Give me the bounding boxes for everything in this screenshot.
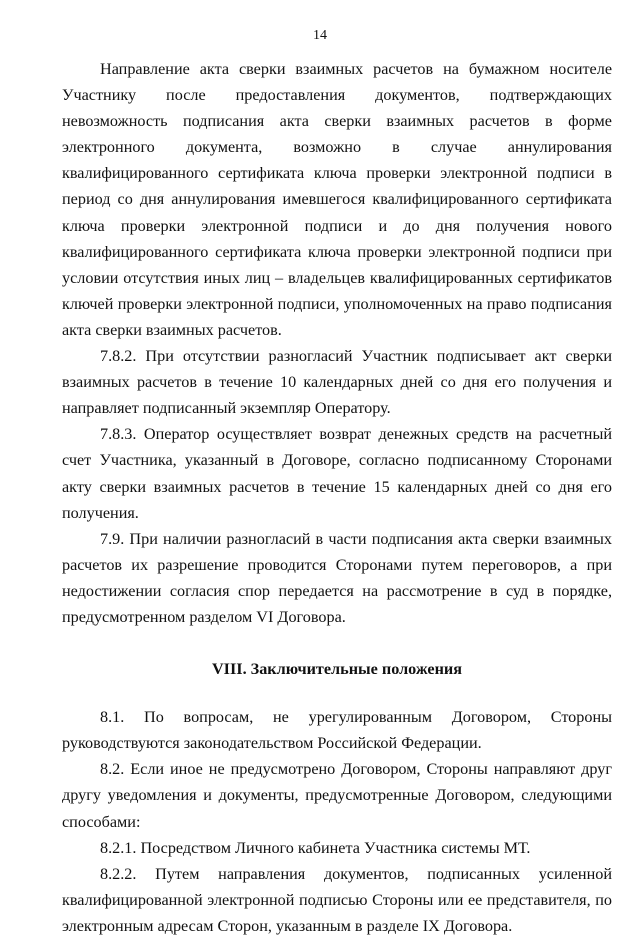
paragraph-8-1: 8.1. По вопросам, не урегулированным Договором, Стороны руководствуются законодательством Российской Федерации. xyxy=(62,708,612,753)
paragraph-signing-paper-act: Направление акта сверки взаимных расчетов на бумажном носителе Участнику после предоставления документов, подтверждающих невозможность подписания акта сверки взаимных расчетов в форме электронного документа, возможно в случае аннулирования квалифицированного сертификата ключа проверки электронной подписи в период со дня аннулирования имевшегося квалифицированного сертификата ключа проверки электронной подписи и до дня получения нового квалифицированного сертификата ключа проверки электронной подписи при условии отсутствия иных лиц – владельцев квалифицированных сертификатов ключей проверки электронной подписи, уполномоченных на право подписания акта сверки взаимных расчетов. xyxy=(62,60,612,339)
document-body xyxy=(62,56,612,939)
paragraph-7-8-2: 7.8.2. При отсутствии разногласий Участник подписывает акт сверки взаимных расчетов в течение 10 календарных дней со дня его получения и направляет подписанный экземпляр Оператору. xyxy=(62,347,612,418)
page-number: 14 xyxy=(313,28,327,43)
paragraph-8-2-2: 8.2.2. Путем направления документов, подписанных усиленной квалифицированной электронной подписью Стороны или ее представителя, по электронным адресам Сторон, указанным в разделе IX Договора. xyxy=(62,864,612,935)
paragraph-8-2: 8.2. Если иное не предусмотрено Договором, Стороны направляют друг другу уведомления и документы, предусмотренные Договором, следующими способами: xyxy=(62,760,612,831)
paragraph-7-8-3: 7.8.3. Оператор осуществляет возврат денежных средств на расчетный счет Участника, указанный в Договоре, согласно подписанному Сторонами акту сверки взаимных расчетов в течение 15 календарных дней со дня его получения. xyxy=(62,425,612,522)
section-heading-viii: VIII. Заключительные положения xyxy=(211,660,462,679)
paragraph-7-9: 7.9. При наличии разногласий в части подписания акта сверки взаимных расчетов их разрешение проводится Сторонами путем переговоров, а при недостижении согласия спор передается на рассмотрение в суд в порядке, предусмотренном разделом VI Договора. xyxy=(62,529,612,626)
paragraph-8-2-1: 8.2.1. Посредством Личного кабинета Участника системы МТ. xyxy=(100,838,531,857)
